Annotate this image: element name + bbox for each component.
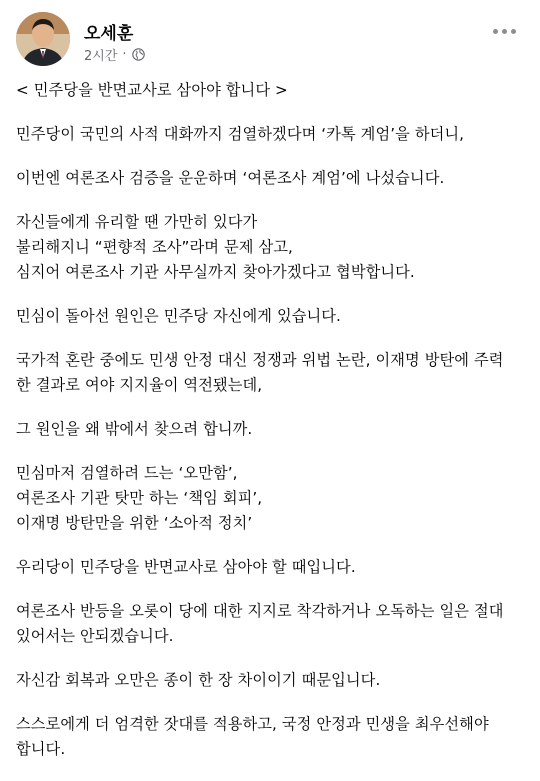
- post-paragraph: [16, 599, 526, 649]
- post-text-line: 스스로에게 더 엄격한 잣대를 적용하고, 국정 안정과 민생을 최우선해야: [16, 715, 489, 733]
- globe-icon[interactable]: [132, 48, 145, 61]
- post-meta: [84, 45, 145, 64]
- post-text-line: 여론조사 반등을 오롯이 당에 대한 지지로 착각하거나 오독하는 일은 절대: [16, 602, 504, 620]
- post-text-line: < 민주당을 반면교사로 삼아야 합니다 >: [16, 81, 288, 99]
- post-paragraph: [16, 348, 526, 398]
- post-text-line: 합니다.: [16, 740, 66, 758]
- post-time[interactable]: 2시간: [84, 49, 118, 64]
- post-body: [16, 78, 526, 781]
- post-paragraph: [16, 304, 526, 329]
- post-paragraph: [16, 122, 526, 147]
- post-paragraph: [16, 668, 526, 693]
- avatar[interactable]: [16, 12, 70, 66]
- post-paragraph: [16, 210, 526, 285]
- post-text-line: 한 결과로 여야 지지율이 역전됐는데,: [16, 376, 263, 394]
- post-paragraph: [16, 461, 526, 536]
- post-paragraph: [16, 78, 526, 103]
- post-text-line: 민심이 돌아선 원인은 민주당 자신에게 있습니다.: [16, 307, 341, 325]
- post-text-line: 민심마저 검열하려 드는 ‘오만함’,: [16, 464, 238, 482]
- post-text-line: 자신감 회복과 오만은 종이 한 장 차이이기 때문입니다.: [16, 671, 381, 689]
- post-text-line: 여론조사 기관 탓만 하는 ‘책임 회피’,: [16, 489, 263, 507]
- post-text-line: 불리해지니 “편향적 조사”라며 문제 삼고,: [16, 238, 293, 256]
- meta-separator: ·: [122, 47, 127, 62]
- post-text-line: 자신들에게 유리할 땐 가만히 있다가: [16, 213, 258, 231]
- post-paragraph: [16, 712, 526, 762]
- post-paragraph: [16, 417, 526, 442]
- post-text-line: 그 원인을 왜 밖에서 찾으려 합니까.: [16, 420, 253, 438]
- post-paragraph: [16, 166, 526, 191]
- author-name[interactable]: 오세훈: [84, 24, 134, 44]
- post-text-line: 우리당이 민주당을 반면교사로 삼아야 할 때입니다.: [16, 558, 356, 576]
- more-options-icon[interactable]: [484, 20, 524, 42]
- post-text-line: 있어서는 안되겠습니다.: [16, 627, 174, 645]
- post-text-line: 이재명 방탄만을 위한 ‘소아적 정치’: [16, 514, 253, 532]
- post-text-line: 국가적 혼란 중에도 민생 안정 대신 정쟁과 위법 논란, 이재명 방탄에 주력: [16, 351, 504, 369]
- post-text-line: 이번엔 여론조사 검증을 운운하며 ‘여론조사 계엄’에 나섰습니다.: [16, 169, 445, 187]
- post-text-line: 민주당이 국민의 사적 대화까지 검열하겠다며 ‘카톡 계엄’을 하더니,: [16, 125, 465, 143]
- avatar-image: [16, 12, 70, 66]
- post-text-line: 심지어 여론조사 기관 사무실까지 찾아가겠다고 협박합니다.: [16, 263, 415, 281]
- post-paragraph: [16, 555, 526, 580]
- post-header: [16, 12, 524, 68]
